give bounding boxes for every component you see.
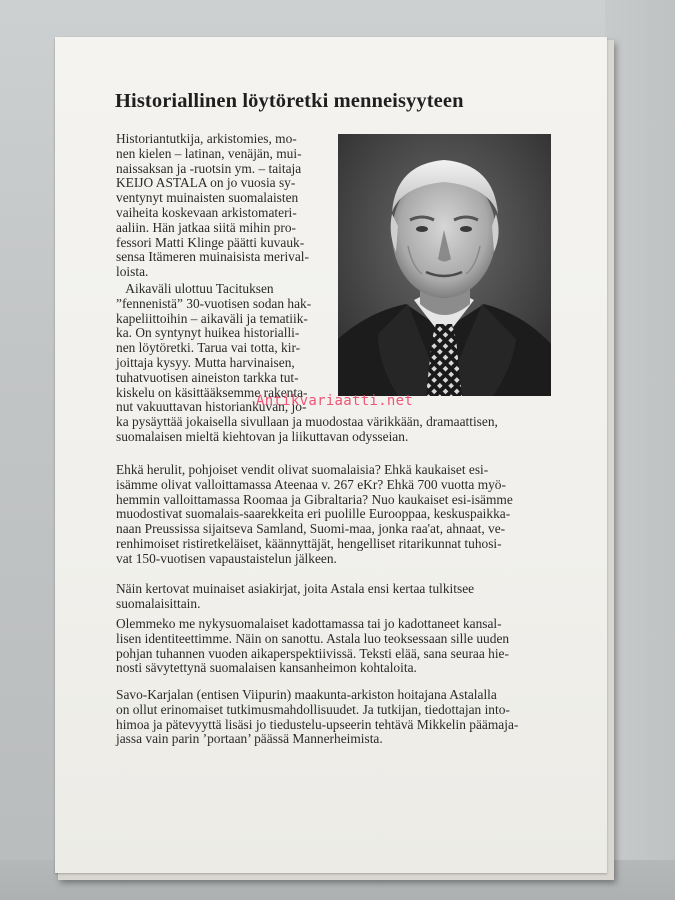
author-portrait (338, 134, 551, 396)
cover-title: Historiallinen löytöretki menneisyyteen (115, 90, 464, 112)
watermark-text: Antikvariaatti.net (256, 393, 414, 409)
book-back-cover (55, 37, 607, 873)
paragraph-7: Savo-Karjalan (entisen Viipurin) maakunta-arkiston hoitajana Astalalla on ollut erinomaiset tutkimusmahdollisuudet. Ja tutkijan, tiedottajan into- himoa ja pätevyyttä lisäsi jo tiedustelu-upseerin tehtävä Mikkelin päämaja- jassa vain parin ’portaan’ päässä Mannerheimista. (116, 687, 519, 747)
portrait-image (338, 134, 551, 396)
paragraph-5: Näin kertovat muinaiset asiakirjat, joita Astala ensi kertaa tulkitsee suomalaisittain. (116, 581, 475, 611)
paragraph-4: Ehkä herulit, pohjoiset vendit olivat suomalaisia? Ehkä kaukaiset esi- isämme olivat valloittamassa Ateenaa v. 267 eKr? Ehkä 700 vuotta myö- hemmin valloittamassa Roomaa ja Gibraltaria? Nuo kaukaiset esi-isämme muodostivat suomalais-saarekkeita eri puolille Eurooppaa, keskuspaikka- naan Preussissa sijaitseva Samland, Suomi-maa, jonka raa'at, ahnaat, ve- renhimoiset ristiretkeläiset, käännyttäjät, hengelliset ritarikunnat tuhosi- vat 150-vuotisen vapaustaistelun jälkeen. (116, 462, 513, 566)
background-shade (605, 0, 675, 900)
paragraph-3: ka pysäyttää jokaisella sivullaan ja muodostaa värikkään, dramaattisen, suomalaisen mieltä kiehtovan ja liikuttavan odysseian. (116, 414, 498, 444)
column-paragraph-2: Aikaväli ulottuu Tacituksen ”fennenistä” 30-vuotisen sodan hak- kapeliittoihin – aikaväli ja tematiik- ka. On syntynyt huikea historialli- nen löytöretki. Tarua vai totta, kir- joittaja kysyy. Mutta harvinaisen, tuhatvuotisen aineiston tarkka tut- kiskelu on käsittääksemme rakenta- nut vakuuttavan historiankuvan, jo- (116, 281, 312, 415)
paragraph-6: Olemmeko me nykysuomalaiset kadottamassa tai jo kadottaneet kansal- lisen identiteettimme. Näin on sanottu. Astala luo teoksessaan sille uuden pohjan tuhannen vuoden aikaperspektiivissä. Teksti elää, sana seuraa hie- nosti sävytettynä suomalaisen kansanheimon kohtaloita. (116, 616, 510, 676)
column-paragraph-1: Historiantutkija, arkistomies, mo- nen kielen – latinan, venäjän, mui- naissaksan ja -ruotsin ym. – taitaja KEIJO ASTALA on jo vuosia sy- ventynyt muinaisten suomalaisten vaiheita koskevaan arkistomateri- aaliin. Hän jatkaa siitä mihin pro- fessori Matti Klinge päätti kuvauk- sensa Itämeren muinaisista merival- loista. (116, 131, 309, 280)
